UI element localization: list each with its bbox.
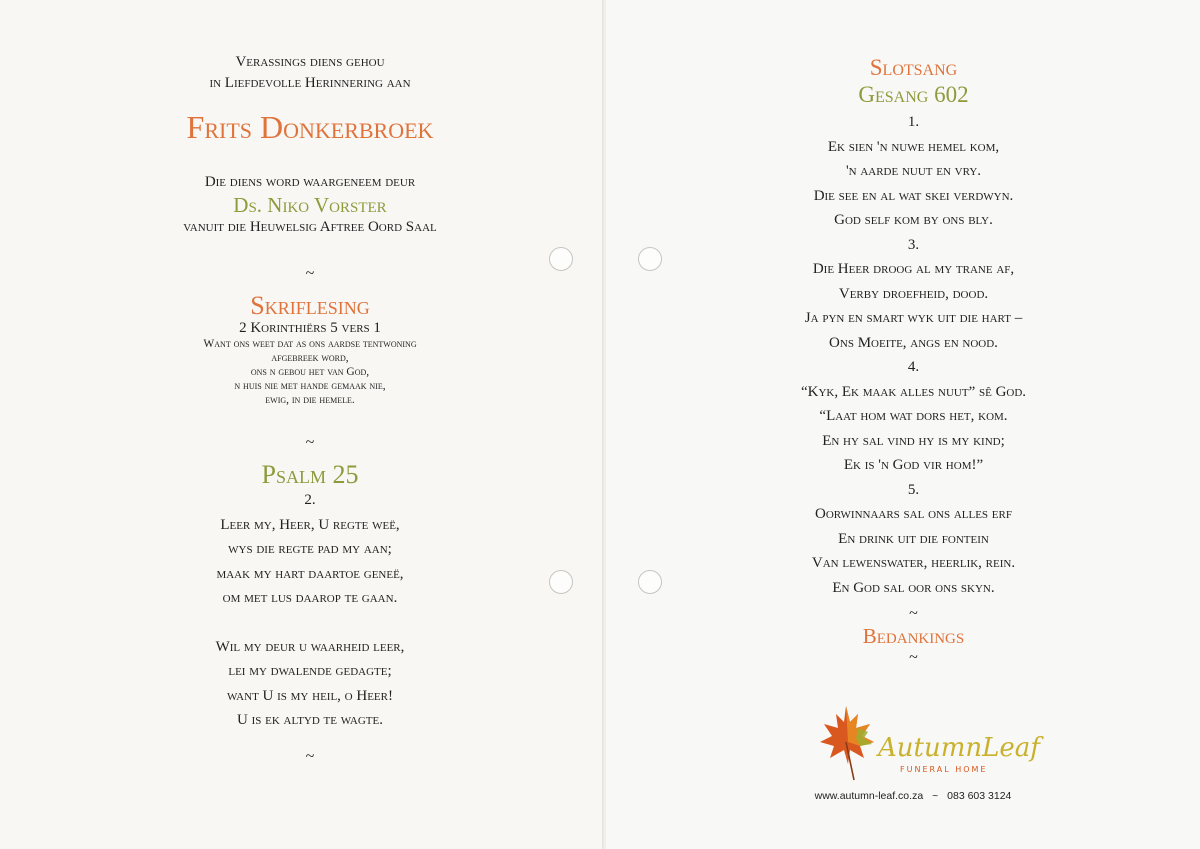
- logo-subtitle: FUNERAL HOME: [900, 765, 988, 774]
- verse-line: Verby droefheid, dood.: [838, 285, 989, 302]
- logo-wordmark: AutumnLeaf: [878, 733, 1040, 763]
- verse-line: Ek is 'n God vir hom!”: [843, 457, 984, 473]
- autumn-leaf-logo: [808, 700, 1040, 784]
- psalm-line: wys die regte pad my aan;: [228, 541, 392, 557]
- psalm-line: want U is my heil, o Heer!: [227, 687, 393, 704]
- intro-line-1: Verassings diens gehou: [235, 54, 385, 70]
- maple-leaf-icon: [808, 700, 1040, 784]
- reading-line: afgebreek word,: [271, 352, 349, 364]
- verse-line: 'n aarde nuut en vry.: [845, 163, 982, 179]
- minister-name: Ds. Niko Vorster: [233, 193, 387, 217]
- service-by: Die diens word waargeneem deur: [204, 174, 416, 190]
- venue: vanuit die Heuwelsig Aftree Oord Saal: [183, 219, 437, 235]
- left-column: [100, 52, 520, 767]
- reading-text: [100, 337, 520, 407]
- punch-hole: [549, 570, 573, 594]
- verse-line: Ek sien 'n nuwe hemel kom,: [827, 138, 1000, 155]
- hymn-verse: [756, 478, 1071, 601]
- hymn-heading: Gesang 602: [858, 82, 969, 107]
- verse-line: En hy sal vind hy is my kind;: [822, 432, 1005, 449]
- intro-line-2: in Liefdevolle Herinnering aan: [209, 75, 411, 91]
- tilde-separator: ~: [909, 605, 918, 622]
- verse-line: Ons Moeite, angs en nood.: [829, 334, 998, 351]
- verse-line: Die Heer droog al my trane af,: [812, 261, 1015, 277]
- reading-line: ons n gebou het van God,: [250, 366, 370, 378]
- verse-line: Die see en al wat skei verdwyn.: [813, 187, 1014, 204]
- verse-line: Van lewenswater, heerlik, rein.: [811, 555, 1016, 571]
- deceased-name: Frits Donkerbroek: [186, 109, 434, 145]
- reading-reference: 2 Korinthiërs 5 vers 1: [239, 320, 381, 336]
- psalm-line: U is ek altyd te wagte.: [237, 712, 383, 728]
- contact-line: [808, 790, 1018, 802]
- reading-line: ewig, in die hemele.: [265, 394, 355, 406]
- psalm-line: maak my hart daartoe geneë,: [216, 565, 404, 582]
- psalm-verse-number: 2.: [304, 492, 316, 508]
- psalm-line: Leer my, Heer, U regte weë,: [220, 516, 400, 533]
- verse-line: “Kyk, Ek maak alles nuut” sê God.: [800, 383, 1027, 400]
- contact-separator: ~: [932, 790, 939, 802]
- punch-hole: [638, 247, 662, 271]
- hymn-verse: [756, 110, 1071, 233]
- reading-line: n huis nie met hande gemaak nie,: [234, 380, 386, 392]
- verse-line: Ja pyn en smart wyk uit die hart –: [804, 310, 1023, 326]
- tilde-separator: ~: [305, 747, 315, 765]
- tilde-separator: ~: [305, 265, 315, 282]
- punch-hole: [549, 247, 573, 271]
- verse-number: 4.: [907, 359, 920, 375]
- verse-line: En God sal oor ons skyn.: [832, 579, 995, 596]
- thanks-heading: Bedankings: [862, 624, 965, 648]
- verse-line: God self kom by ons bly.: [834, 212, 993, 228]
- psalm-line: Wil my deur u waarheid leer,: [215, 638, 405, 655]
- verse-number: 1.: [907, 114, 920, 130]
- psalm-stanza-2: [100, 635, 520, 733]
- verse-line: Oorwinnaars sal ons alles erf: [815, 506, 1012, 522]
- psalm-line: lei my dwalende gedagte;: [228, 663, 392, 679]
- psalm-heading: Psalm 25: [261, 460, 359, 489]
- tilde-separator: ~: [305, 434, 315, 451]
- verse-number: 3.: [907, 236, 920, 253]
- verse-number: 5.: [907, 481, 920, 498]
- website-link[interactable]: www.autumn-leaf.co.za: [814, 790, 924, 802]
- tilde-separator: ~: [909, 649, 918, 666]
- psalm-line: om met lus daarop te gaan.: [222, 590, 398, 606]
- right-column: [756, 56, 1071, 668]
- reading-line: Want ons weet dat as ons aardse tentwoning: [203, 338, 417, 350]
- punch-hole: [638, 570, 662, 594]
- phone-number: 083 603 3124: [947, 790, 1012, 802]
- reading-heading: Skriflesing: [250, 291, 370, 320]
- psalm-stanza-1: [100, 513, 520, 611]
- hymn-verse: [756, 355, 1071, 478]
- closing-heading: Slotsang: [869, 55, 958, 80]
- hymn-verse: [756, 233, 1071, 356]
- verse-line: “Laat hom wat dors het, kom.: [819, 408, 1008, 424]
- verse-line: En drink uit die fontein: [838, 530, 989, 547]
